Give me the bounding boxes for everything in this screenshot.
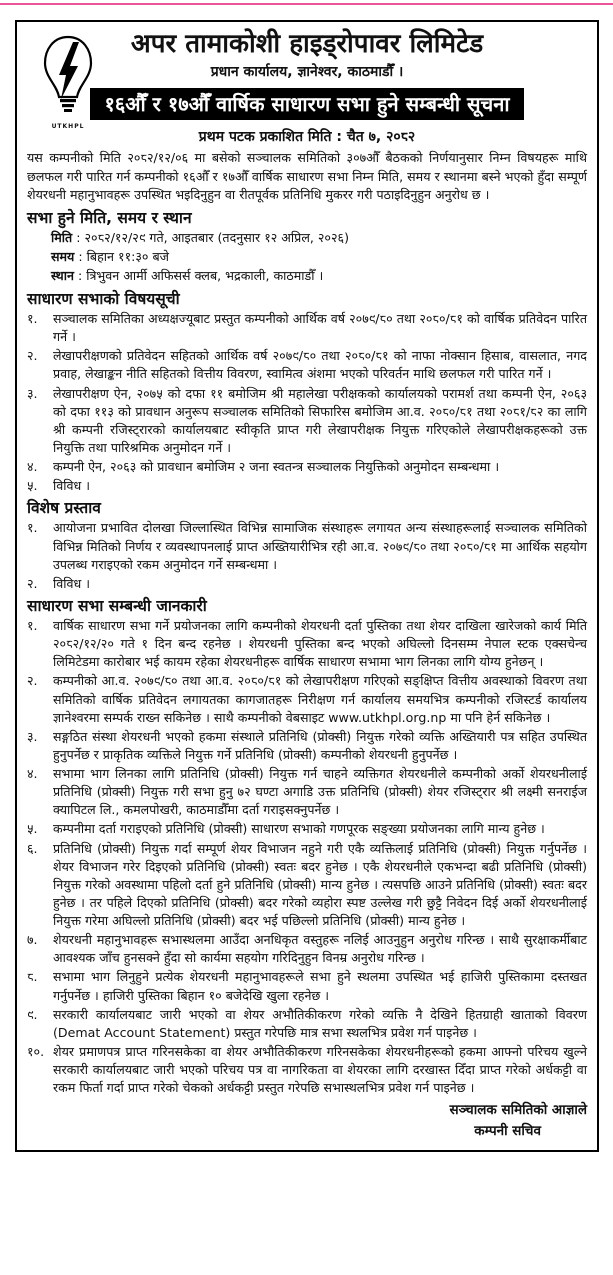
notice-sheet bbox=[15, 20, 599, 1152]
list-item bbox=[27, 310, 587, 346]
item-number: २. bbox=[27, 348, 38, 364]
agm-notice-banner: १६औँ र १७औँ वार्षिक साधारण सभा हुने सम्बन्धी सूचना bbox=[90, 88, 523, 120]
agenda-list bbox=[27, 310, 587, 495]
meeting-venue-label: स्थान bbox=[51, 267, 74, 283]
item-text: कम्पनीमा दर्ता गराइएको प्रतिनिधि (प्रोक्सी) साधारण सभाको गणपूरक सङ्ख्या प्रयोजनका लागि मान्य हुनेछ । bbox=[53, 821, 545, 837]
list-item bbox=[27, 1043, 587, 1097]
item-text: शेयर प्रमाणपत्र प्राप्त गरिनसकेका वा शेयर अभौतिकीकरण गरिनसकेका शेयरधनीहरूको हकमा आफ्नो परिचय खुल्ने सरकारी कार्यालयबाट जारी भएको परिचय पत्र वा नागरिकता वा शेयरका लागि दरखास्त दिँदा प्राप्त गरेको अर्धकट्टी वा रकम फिर्ता गर्दा प्राप्त गरेको चेकको अर्धकट्टी प्रस्तुत गरेपछि सभास्थलभित्र प्रवेश गर्न पाइनेछ । bbox=[53, 1043, 587, 1096]
notice-header bbox=[27, 29, 587, 146]
item-text: सङ्गठित संस्था शेयरधनी भएको हकमा संस्थाले प्रतिनिधि (प्रोक्सी) नियुक्त गरेको व्यक्ति अख्तियारी पत्र सहित उपस्थित हुनुपर्नेछ र प्राकृतिक व्यक्तिले नियुक्त गर्ने प्रतिनिधि (प्रोक्सी) कम्पनीको शेयरधनी हुनुपर्नेछ । bbox=[53, 728, 587, 762]
intro-paragraph: यस कम्पनीको मिति २०८२/१२/०६ मा बसेको सञ्चालक समितिको ३०७औँ बैठकको निर्णयानुसार निम्न विषयहरू माथि छलफल गरी पारित गर्न कम्पनीको १६औँ र १७औँ वार्षिक साधारण सभा निम्न मिति, समय र स्थानमा बस्ने भएको हुँदा सम्पूर्ण शेयरधनी महानुभावहरू उपस्थित भइदिनुहुन वा रीतपूर्वक प्रतिनिधि मुकरर गरी पठाइदिनुहुन अनुरोध छ । bbox=[27, 150, 587, 203]
item-text: विविध । bbox=[53, 575, 91, 591]
meeting-time-label: समय bbox=[51, 249, 75, 265]
meeting-date-row bbox=[51, 229, 587, 248]
item-number: १. bbox=[27, 618, 38, 634]
list-item bbox=[27, 617, 587, 671]
item-text: कम्पनी ऐन, २०६३ को प्रावधान बमोजिम २ जना स्वतन्त्र सञ्चालक नियुक्तिको अनुमोदन सम्बन्धमा । bbox=[53, 459, 500, 475]
top-magenta-divider bbox=[0, 3, 613, 5]
item-number: १. bbox=[27, 520, 38, 536]
item-number: ३. bbox=[27, 385, 38, 401]
first-published-date: प्रथम पटक प्रकाशित मिति : चैत ७, २०८२ bbox=[198, 129, 416, 146]
item-number: ४. bbox=[27, 459, 38, 475]
list-item bbox=[27, 840, 587, 931]
company-logo bbox=[31, 33, 105, 137]
list-item bbox=[27, 575, 587, 593]
item-number: ९. bbox=[27, 1006, 38, 1022]
special-proposal-list bbox=[27, 519, 587, 593]
meeting-date-label: मिति bbox=[51, 230, 73, 246]
meeting-time-row bbox=[51, 248, 587, 267]
agenda-heading: साधारण सभाको विषयसूची bbox=[27, 289, 180, 308]
list-item bbox=[27, 477, 587, 495]
item-text: आयोजना प्रभावित दोलखा जिल्लास्थित विभिन्न सामाजिक संस्थाहरू लगायत अन्य संस्थाहरूलाई सञ्चालक समितिको विभिन्न मितिको निर्णय र व्यवस्थापनलाई प्राप्त अख्तियारीभित्र रही आ.व. २०७९/८० तथा २०८०/८१ मा आर्थिक सहयोग उपलब्ध गराइएको रकम अनुमोदन गर्ने सम्बन्धमा । bbox=[53, 520, 587, 572]
item-number: ५. bbox=[27, 821, 38, 837]
list-item bbox=[27, 519, 587, 573]
list-item bbox=[27, 765, 587, 819]
item-number: १. bbox=[27, 311, 38, 327]
list-item bbox=[27, 728, 587, 764]
special-proposal-heading: विशेष प्रस्ताव bbox=[27, 499, 101, 518]
meeting-date-value: : २०८२/१२/२९ गते, आइतबार (तदनुसार १२ अप्रिल, २०२६) bbox=[76, 230, 349, 246]
item-number: २. bbox=[27, 575, 38, 591]
item-text: विविध । bbox=[53, 478, 91, 494]
item-text: सञ्चालक समितिका अध्यक्षज्यूबाट प्रस्तुत कम्पनीको आर्थिक वर्ष २०७९/८० तथा २०८०/८१ को वार्षिक प्रतिवेदन पारित गर्ने । bbox=[53, 311, 587, 345]
item-number: ४. bbox=[27, 766, 38, 782]
item-number: ८. bbox=[27, 969, 38, 985]
item-number: ७. bbox=[27, 932, 38, 948]
signature-title-line: कम्पनी सचिव bbox=[474, 1123, 541, 1140]
list-item bbox=[27, 458, 587, 476]
item-text: सरकारी कार्यालयबाट जारी भएको वा शेयर अभौतिकीकरण गरेको व्यक्ति नै देखिने हितग्राही खाताको विवरण (Demat Account Statement) प्रस्तुत गरेपछि मात्र सभा स्थलभित्र प्रवेश गर्न पाइनेछ । bbox=[53, 1006, 587, 1040]
meeting-time-value: : बिहान ११:३० बजे bbox=[78, 249, 169, 265]
list-item bbox=[27, 672, 587, 726]
signature-authority-line: सञ्चालक समितिको आज्ञाले bbox=[449, 1102, 587, 1119]
list-item bbox=[27, 968, 587, 1004]
item-text: प्रतिनिधि (प्रोक्सी) नियुक्त गर्दा सम्पूर्ण शेयर विभाजन नहुने गरी एकै व्यक्तिलाई प्रतिनिधि (प्रोक्सी) नियुक्त गर्नुपर्नेछ । शेयर विभाजन गरेर दिइएको प्रतिनिधि (प्रोक्सी) स्वतः बदर हुनेछ । एकै शेयरधनीले एकभन्दा बढी प्रतिनिधि (प्रोक्सी) नियुक्त गरेको अवस्थामा पहिलो दर्ता हुने प्रतिनिधि (प्रोक्सी) मान्य हुनेछ । त्यसपछि आउने प्रतिनिधि (प्रोक्सी) स्वतः बदर हुनेछ । तर पहिले दिएको प्रतिनिधि (प्रोक्सी) बदर गरेको व्यहोरा स्पष्ट उल्लेख गरी छुट्टै निवेदन दिई अर्को शेयरधनीलाई नियुक्त गरेमा अघिल्लो प्रतिनिधि (प्रोक्सी) बदर भई पछिल्लो प्रतिनिधि (प्रोक्सी) मान्य हुनेछ । bbox=[53, 840, 587, 929]
item-number: ३. bbox=[27, 728, 38, 744]
item-text: लेखापरीक्षणको प्रतिवेदन सहितको आर्थिक वर्ष २०७९/८० तथा २०८०/८१ को नाफा नोक्सान हिसाब, वासलात, नगद प्रवाह, लेखाङ्कन नीति सहितको वित्तीय विवरण, स्वामित्व अंशमा भएको परिवर्तन माथि छलफल गरी पारित गर्ने । bbox=[53, 348, 587, 382]
item-text: वार्षिक साधारण सभा गर्ने प्रयोजनका लागि कम्पनीको शेयरधनी दर्ता पुस्तिका तथा शेयर दाखिला खारेजको कार्य मिति २०८२/१२/२० गते १ दिन बन्द रहनेछ । शेयरधनी पुस्तिका बन्द भएको अघिल्लो दिनसम्म नेपाल स्टक एक्सचेन्च लिमिटेडमा कारोबार भई कायम रहेका शेयरधनीहरू वार्षिक साधारण सभामा भाग लिनका लागि योग्य हुनेछन् । bbox=[53, 618, 587, 670]
meeting-venue-value: : त्रिभुवन आर्मी अफिसर्स क्लब, भद्रकाली, काठमाडौँ । bbox=[77, 267, 324, 283]
logo-caption: UTKHPL bbox=[51, 123, 85, 130]
meeting-datetime-venue-heading: सभा हुने मिति, समय र स्थान bbox=[27, 209, 192, 228]
item-number: ५. bbox=[27, 478, 38, 494]
item-number: २. bbox=[27, 673, 38, 689]
list-item bbox=[27, 820, 587, 838]
meeting-venue-row bbox=[51, 267, 587, 286]
item-text: कम्पनीको आ.व. २०७९/८० तथा आ.व. २०८०/८१ को लेखापरीक्षण गरिएको सङ्क्षिप्त वित्तीय अवस्थाको विवरण तथा समितिको वार्षिक प्रतिवेदन लगायतका कागजातहरू निरीक्षण गर्न कार्यालय समयभित्र कम्पनीको रजिस्टर्ड कार्यालय ज्ञानेश्वरमा सम्पर्क राख्न सकिनेछ । साथै कम्पनीको वेबसाइट www.utkhpl.org.np मा पनि हेर्न सकिनेछ । bbox=[53, 673, 587, 725]
agm-info-list bbox=[27, 617, 587, 1097]
item-text: सभामा भाग लिनका लागि प्रतिनिधि (प्रोक्सी) नियुक्त गर्न चाहने व्यक्तिगत शेयरधनीले कम्पनीको अर्को शेयरधनीलाई प्रतिनिधि (प्रोक्सी) नियुक्त गरी सभा हुनु ७२ घण्टा अगाडि उक्त प्रतिनिधि (प्रोक्सी) शेयर रजिस्ट्रार श्री लक्ष्मी सनराईज क्यापिटल लि., कमलपोखरी, काठमाडौँमा दर्ता गराइसक्नुपर्नेछ । bbox=[53, 766, 587, 818]
item-text: शेयरधनी महानुभावहरू सभास्थलमा आउँदा अनधिकृत वस्तुहरू नलिई आउनुहुन अनुरोध गरिन्छ । साथै सुरक्षाकर्मीबाट आवश्यक जाँच हुनसक्ने हुँदा सो कार्यमा सहयोग गरिदिनुहुन विनम्र अनुरोध गरिन्छ । bbox=[53, 932, 587, 966]
list-item bbox=[27, 931, 587, 967]
company-name: अपर तामाकोशी हाइड्रोपावर लिमिटेड bbox=[130, 29, 484, 59]
list-item bbox=[27, 1006, 587, 1042]
lightbulb-lightning-icon bbox=[35, 33, 101, 125]
list-item bbox=[27, 347, 587, 383]
item-text: लेखापरीक्षण ऐन, २०७५ को दफा ११ बमोजिम श्री महालेखा परीक्षकको कार्यालयको परामर्श तथा कम्पनी ऐन, २०६३ को दफा ११३ को प्रावधान अनुरूप सञ्चालक समितिको सिफारिस बमोजिम आ.व. २०८०/८१ तथा २०८१/८२ का लागि श्री कम्पनी रजिस्ट्रारको कार्यालयबाट स्वीकृति प्राप्त गरी लेखापरीक्षक नियुक्त गरिएकोले लेखापरीक्षकहरूको उक्त नियुक्ति तथा पारिश्रमिक अनुमोदन गर्ने । bbox=[53, 385, 587, 455]
item-number: ६. bbox=[27, 840, 38, 856]
head-office-line: प्रधान कार्यालय, ज्ञानेश्वर, काठमाडौँ । bbox=[210, 64, 404, 81]
item-number: १०. bbox=[27, 1043, 45, 1059]
signature-block bbox=[27, 1100, 587, 1142]
item-text: सभामा भाग लिनुहुने प्रत्येक शेयरधनी महानुभावहरूले सभा हुने स्थलमा उपस्थित भई हाजिरी पुस्तिकामा दस्तखत गर्नुपर्नेछ । हाजिरी पुस्तिका बिहान १० बजेदेखि खुला रहनेछ । bbox=[53, 969, 587, 1003]
agm-info-heading: साधारण सभा सम्बन्धी जानकारी bbox=[27, 596, 207, 615]
list-item bbox=[27, 385, 587, 458]
